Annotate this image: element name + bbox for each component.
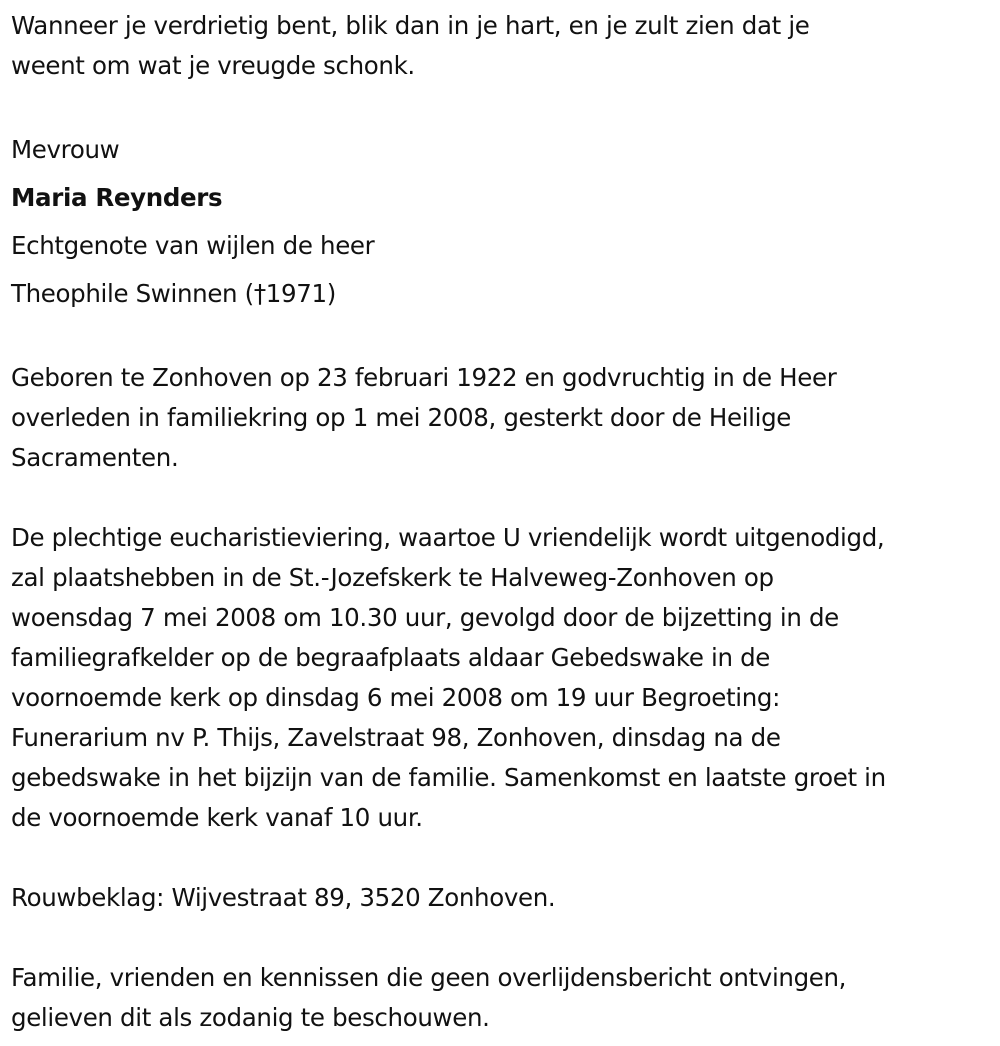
- closing-note: Familie, vrienden en kennissen die geen overlijdensbericht ontvingen, gelieven dit als zodanig te beschouwen.: [11, 963, 847, 1032]
- ceremony-details: De plechtige eucharistieviering, waartoe U vriendelijk wordt uitgenodigd, zal plaatshebben in de St.-Jozefskerk te Halveweg-Zonhoven op woensdag 7 mei 2008 om 10.30 uur, gevolgd door de bijzetting in de familiegrafkelder op de begraafplaats aldaar Gebedswake in de voornoemde kerk op dinsdag 6 mei 2008 om 19 uur Begroeting: Funerarium nv P. Thijs, Zavelstraat 98, Zonhoven, dinsdag na de gebedswake in het bijzijn van de familie. Samenkomst en laatste groet in de voornoemde kerk vanaf 10 uur.: [11, 523, 886, 832]
- deceased-name: Maria Reynders: [11, 183, 223, 212]
- condolence-address: Rouwbeklag: Wijvestraat 89, 3520 Zonhoven.: [11, 883, 556, 912]
- salutation: Mevrouw: [11, 135, 120, 164]
- spouse-name: Theophile Swinnen (†1971): [11, 279, 336, 308]
- birth-death-details: Geboren te Zonhoven op 23 februari 1922 en godvruchtig in de Heer overleden in familiekring op 1 mei 2008, gesterkt door de Heilige Sacramenten.: [11, 363, 837, 472]
- opening-quote: Wanneer je verdrietig bent, blik dan in je hart, en je zult zien dat je weent om wat je vreugde schonk.: [11, 11, 810, 80]
- spouse-description: Echtgenote van wijlen de heer: [11, 231, 375, 260]
